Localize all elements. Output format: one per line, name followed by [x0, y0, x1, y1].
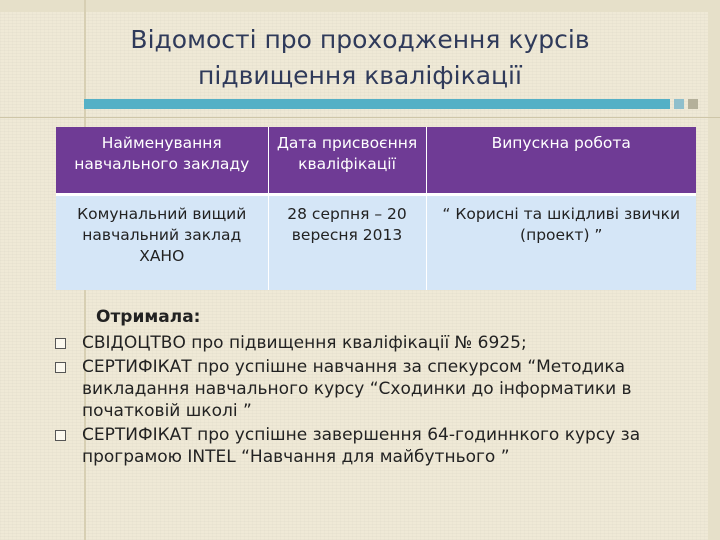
list-item: [52, 332, 672, 354]
qualification-table: [56, 127, 696, 290]
list-item-text: СВІДОЦТВО про підвищення кваліфікації № 6925;: [82, 333, 527, 353]
cell-date: 28 серпня – 20 вересня 2013: [268, 194, 426, 290]
header-final-work: Випускна робота: [426, 127, 696, 194]
cell-final-work: “ Корисні та шкідливі звички (проект) ”: [426, 194, 696, 290]
list-item: [52, 356, 672, 422]
accent-bar: [84, 99, 670, 109]
accent-square-2: [688, 99, 698, 109]
slide-title: [0, 22, 720, 94]
frame-top-border: [0, 0, 720, 12]
table-header-row: [56, 127, 696, 194]
square-bullet-icon: [55, 362, 66, 373]
certificates-list: [52, 332, 672, 470]
header-institution: Найменування навчального закладу: [56, 127, 268, 194]
horizontal-rule: [0, 117, 720, 118]
square-bullet-icon: [55, 338, 66, 349]
list-item-text: СЕРТИФІКАТ про успішне завершення 64-годиннкого курсу за програмою INTEL “Навчання для майбутнього ”: [82, 425, 641, 467]
cell-institution: Комунальний вищий навчальний заклад ХАНО: [56, 194, 268, 290]
received-heading: Отримала:: [96, 307, 201, 327]
table-row: [56, 194, 696, 290]
list-item: [52, 424, 672, 468]
slide-title-line-2: підвищення кваліфікації: [198, 61, 522, 90]
slide-title-line-1: Відомості про проходження курсів: [130, 25, 590, 54]
header-date: Дата присвоєння кваліфікації: [268, 127, 426, 194]
accent-square-1: [674, 99, 684, 109]
list-item-text: СЕРТИФІКАТ про успішне навчання за спекурсом “Методика викладання навчального курсу “Сходинки до інформатики в початковій школі ”: [82, 357, 632, 421]
square-bullet-icon: [55, 430, 66, 441]
